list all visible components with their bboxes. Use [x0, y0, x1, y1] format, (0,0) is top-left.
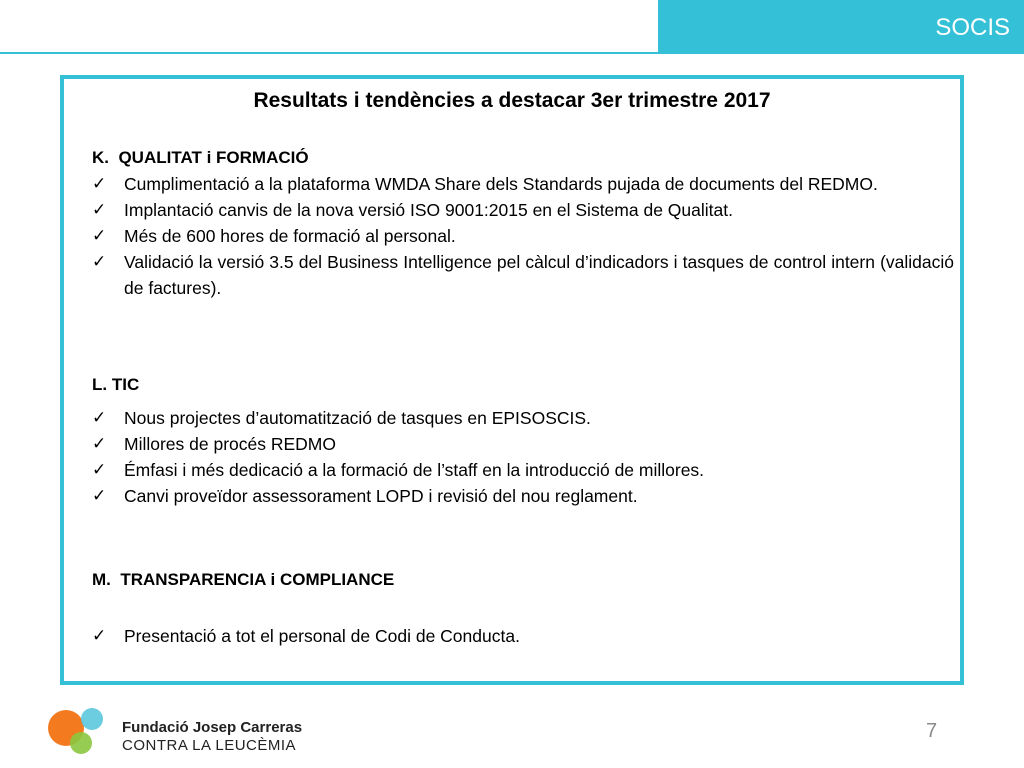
list-item — [92, 623, 954, 649]
list-item-text: Implantació canvis de la nova versió ISO 9001:2015 en el Sistema de Qualitat. — [124, 200, 733, 220]
check-icon: ✓ — [92, 626, 107, 645]
page-number: 7 — [926, 720, 938, 742]
bullet-list-transparency — [92, 623, 954, 649]
section-heading-quality: K. QUALITAT i FORMACIÓ — [92, 148, 309, 167]
list-item-text: Validació la versió 3.5 del Business Intelligence pel càlcul d’indicadors i tasques de control intern (validació de factures). — [124, 252, 954, 298]
check-icon: ✓ — [92, 408, 107, 427]
list-item — [92, 197, 954, 223]
logo-text-name: Fundació Josep Carreras — [122, 719, 303, 736]
list-item — [92, 483, 954, 509]
list-item-text: Presentació a tot el personal de Codi de Conducta. — [124, 626, 520, 646]
logo-cyan-circle — [81, 708, 103, 730]
list-item-text: Nous projectes d’automatització de tasques en EPISOSCIS. — [124, 408, 591, 428]
logo-green-circle — [70, 732, 92, 754]
list-item — [92, 223, 954, 249]
bullet-list-quality — [92, 171, 954, 301]
check-icon: ✓ — [92, 486, 107, 505]
slide-title: Resultats i tendències a destacar 3er trimestre 2017 — [253, 89, 771, 112]
section-tab-label: SOCIS — [935, 14, 1010, 41]
logo-text-tagline: CONTRA LA LEUCÈMIA — [122, 737, 297, 754]
section-tab — [658, 0, 1024, 54]
check-icon: ✓ — [92, 460, 107, 479]
bullet-list-tic — [92, 405, 954, 509]
check-icon: ✓ — [92, 174, 107, 193]
content-panel — [60, 75, 964, 685]
list-item-text: Canvi proveïdor assessorament LOPD i revisió del nou reglament. — [124, 486, 638, 506]
list-item — [92, 171, 954, 197]
list-item — [92, 457, 954, 483]
list-item-text: Més de 600 hores de formació al personal. — [124, 226, 456, 246]
foundation-logo-icon — [48, 708, 108, 754]
check-icon: ✓ — [92, 200, 107, 219]
list-item — [92, 431, 954, 457]
check-icon: ✓ — [92, 226, 107, 245]
list-item-text: Cumplimentació a la plataforma WMDA Share dels Standards pujada de documents del REDMO. — [124, 174, 878, 194]
list-item-text: Émfasi i més dedicació a la formació de l’staff en la introducció de millores. — [124, 460, 705, 480]
section-heading-transparency: M. TRANSPARENCIA i COMPLIANCE — [92, 570, 395, 589]
section-heading-tic: L. TIC — [92, 375, 140, 394]
check-icon: ✓ — [92, 252, 107, 271]
list-item — [92, 405, 954, 431]
list-item-text: Millores de procés REDMO — [124, 434, 336, 454]
check-icon: ✓ — [92, 434, 107, 453]
header-divider-line — [0, 52, 658, 54]
list-item — [92, 249, 954, 301]
